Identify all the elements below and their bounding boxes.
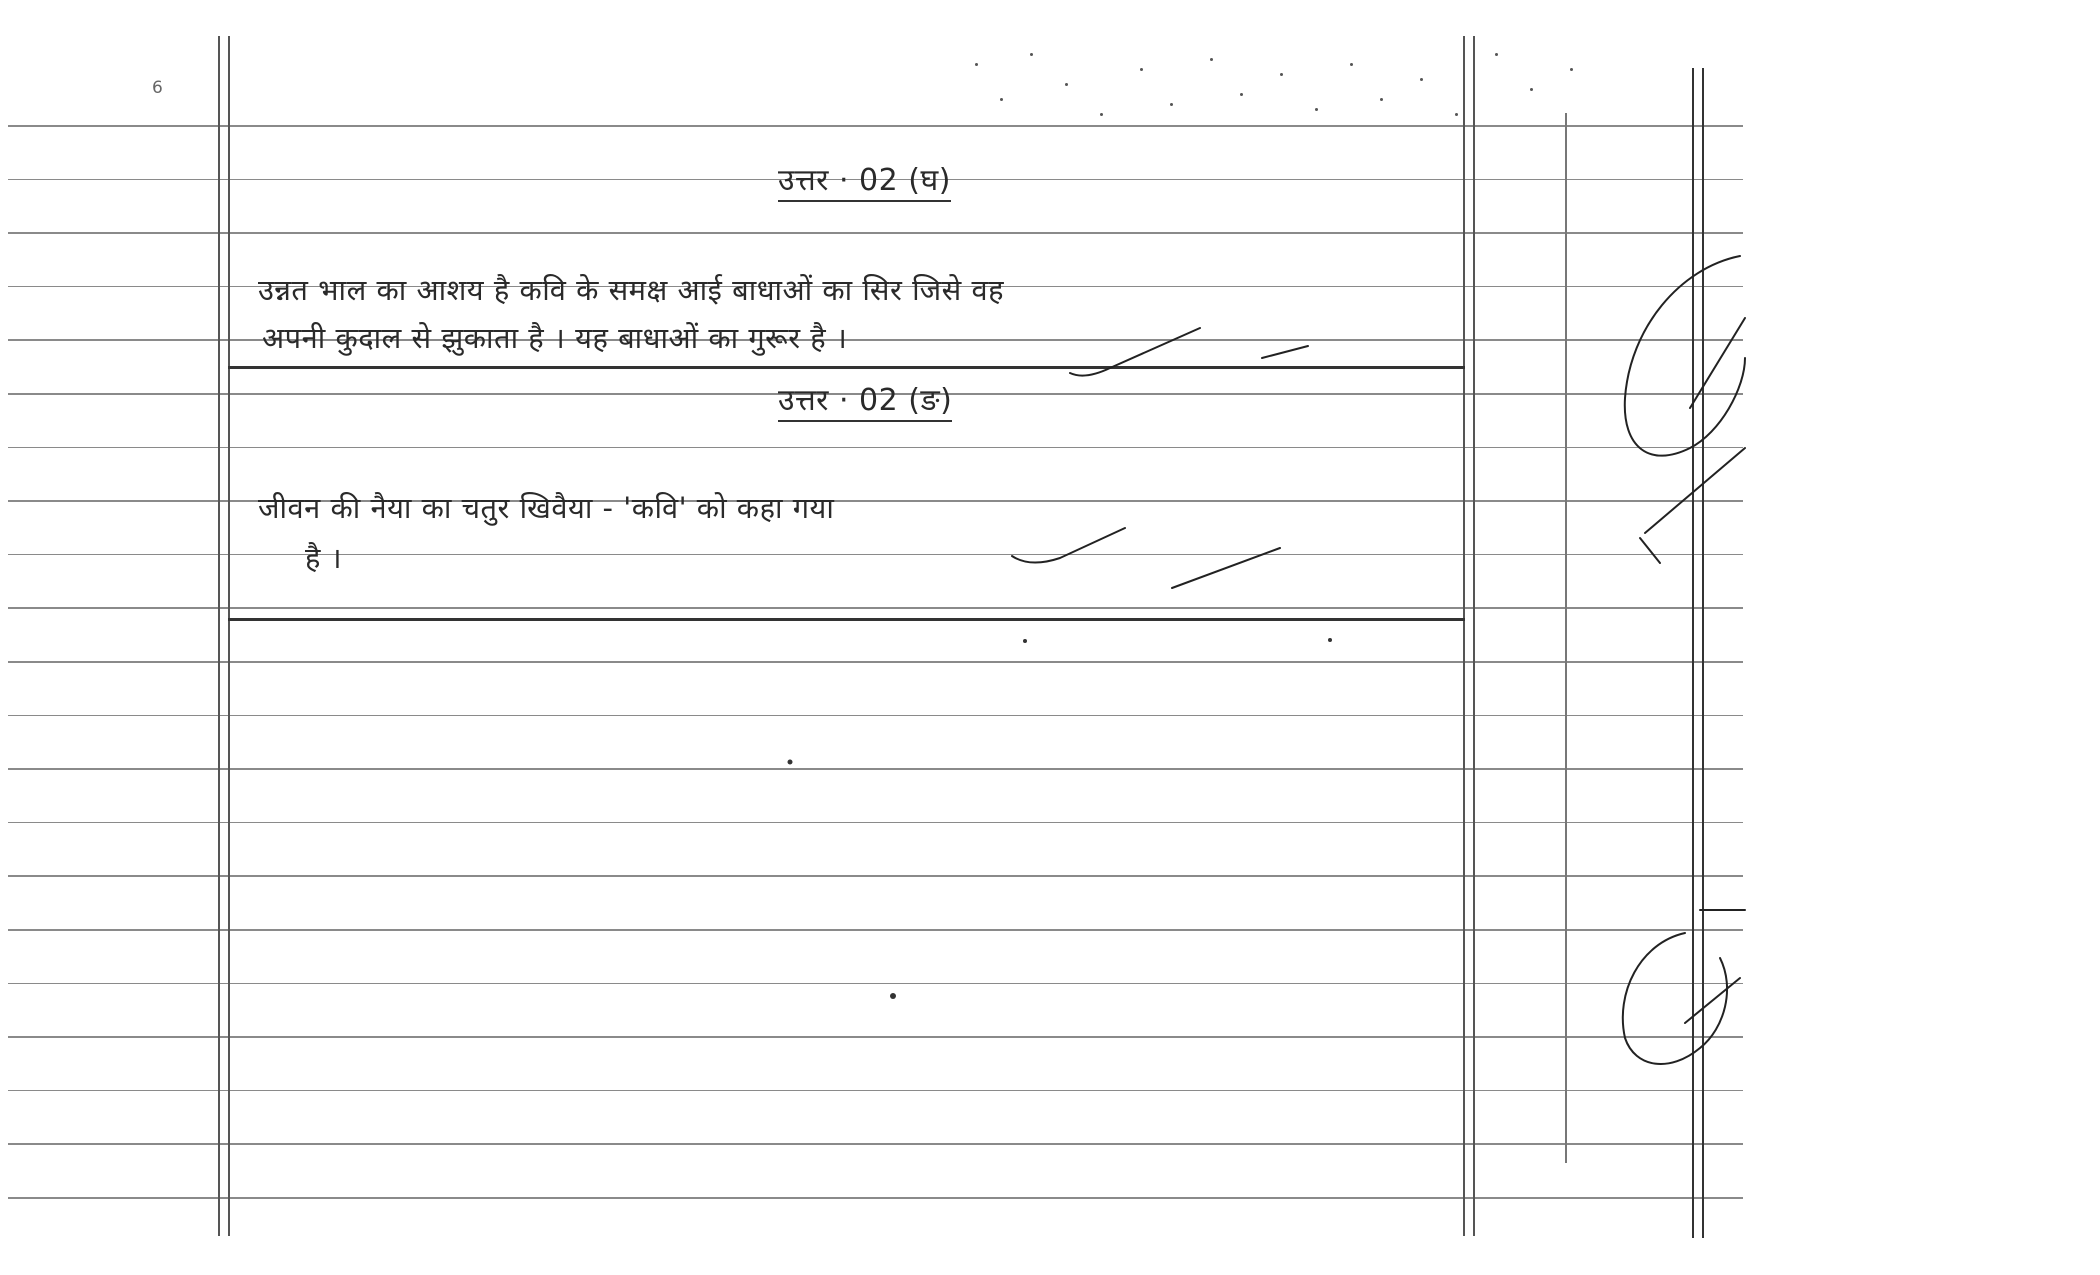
answer-2-line-1: जीवन की नैया का चतुर खिवैया - 'कवि' को कहा गया <box>258 491 835 525</box>
answer-2-heading: उत्तर · 02 (ङ) <box>778 378 952 419</box>
score-circle-1 <box>1625 256 1745 456</box>
answer-1-line-2: अपनी कुदाल से झुकाता है । यह बाधाओं का गुरूर है । <box>262 321 848 355</box>
page-number: 6 <box>152 78 163 98</box>
answer-1-heading: उत्तर · 02 (घ) <box>778 158 951 199</box>
answer-2-line-2: है । <box>305 541 343 575</box>
score-slash-2 <box>1685 978 1740 1023</box>
dash-mark-1 <box>1262 346 1308 358</box>
answer-1-line-1: उन्नत भाल का आशय है कवि के समक्ष आई बाधाओं का सिर जिसे वह <box>258 273 1004 307</box>
examiner-marks <box>0 28 1750 1243</box>
score-circle-2 <box>1623 933 1727 1064</box>
answer-sheet <box>0 28 1750 1243</box>
dash-mark-2 <box>1172 548 1280 588</box>
tick-mark-2 <box>1012 528 1125 563</box>
score-tick-1 <box>1640 448 1745 563</box>
tick-mark-1 <box>1070 328 1200 376</box>
